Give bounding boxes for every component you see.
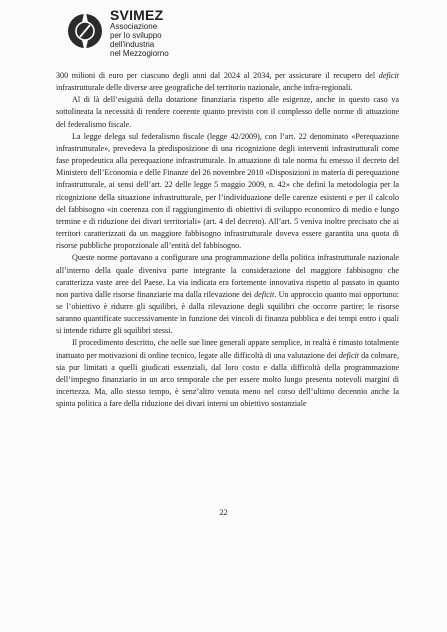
brand-subtitle-line: per lo sviluppo xyxy=(110,31,162,40)
compass-south-label: S xyxy=(82,42,88,48)
svimez-logo xyxy=(66,8,206,66)
brand-subtitle-line: dell'industria xyxy=(110,40,155,49)
brand-block xyxy=(110,8,169,58)
compass-icon xyxy=(66,8,104,54)
brand-subtitle-line: Associazione xyxy=(110,22,158,31)
brand-subtitle-line: nel Mezzogiorno xyxy=(110,49,169,58)
body-text xyxy=(56,70,399,410)
compass-north-label: N xyxy=(82,17,88,23)
paragraph: La legge delega sul federalismo fiscale (legge 42/2009), con l’art. 22 denominato «Perequazione infrastrutturale», prevedeva la predisposizione di una ricognizione degli interventi infrastrutturali come fase propedeutica alla perequazione infrastrutturale. In attuazione di tale norma fu emesso il decreto del Ministero dell’Economia e delle Finanze del 26 novembre 2010 «Disposizioni in materia di perequazione infrastrutturale, ai sensi dell’art. 22 delle legge 5 maggio 2009, n. 42» che definì la metodologia per la ricognizione della situazione infrastrutturale, per l’individuazione delle carenze esistenti e per il calcolo del fabbisogno «in coerenza con il raggiungimento di obiettivi di sviluppo economico di medio e lungo termine e di riduzione dei divari territoriali» (art. 4 del decreto). All’art. 5 veniva inoltre precisato che ai territori caratterizzati da un maggiore fabbisogno infrastrutturale doveva essere garantita una quota di risorse pubbliche proporzionale all’entità del fabbisogno. xyxy=(56,131,399,251)
brand-name: SVIMEZ xyxy=(110,7,164,23)
italic-term: deficit xyxy=(378,71,399,80)
page-number: 22 xyxy=(219,507,228,517)
paragraph: Al di là dell’esiguità della dotazione finanziaria rispetto alle esigenze, anche in questo caso va sottolineata la necessità di rendere coerente quanto previsto con il complesso delle norme di attuazione del federalismo fiscale. xyxy=(56,95,399,129)
italic-term: deficit xyxy=(338,350,360,360)
paragraph: Queste norme portavano a configurare una programmazione della politica infrastrutturale nazionale all’interno della quale diveniva parte integrante la considerazione del maggiore fabbisogno che caratterizza vaste aree del Paese. La via indicata era fortemente innovativa rispetto al passato in quanto non partiva dalle risorse finanziarie ma dalla rilevazione dei deficit. Un approccio quanto mai opportuno: se l’obiettivo è ridurre gli squilibri, è dalla rilevazione degli squilibri che occorre partire; le risorse saranno quantificate successivamente in funzione dei vincoli di finanza pubblica e dei tempi entro i quali si intende ridurre gli squilibri stessi. xyxy=(56,253,399,336)
italic-term: deficit xyxy=(254,289,275,299)
paragraph: 300 milioni di euro per ciascuno degli anni dal 2024 al 2034, per assicurare il recupero del deficit infrastrutturale delle diverse aree geografiche del territorio nazionale, anche infra-regionali. xyxy=(56,71,399,93)
paragraph: Il procedimento descritto, che nelle sue linee generali appare semplice, in realtà è rimasto totalmente inattuato per motivazioni di ordine tecnico, legate alle difficoltà di una valutazione dei deficit da colmare, sia pur limitati a quelli giudicati essenziali, dal loro costo e dalla difficoltà della programmazione dell’impegno finanziario in un arco temporale che per essere molto lungo presenta notevoli margini di incertezza. Ma, allo stesso tempo, è senz’altro venuta meno nel corso dell’ultimo decennio anche la spinta politica a fare della riduzione dei divari interni un obiettivo sostanziale xyxy=(56,338,399,409)
